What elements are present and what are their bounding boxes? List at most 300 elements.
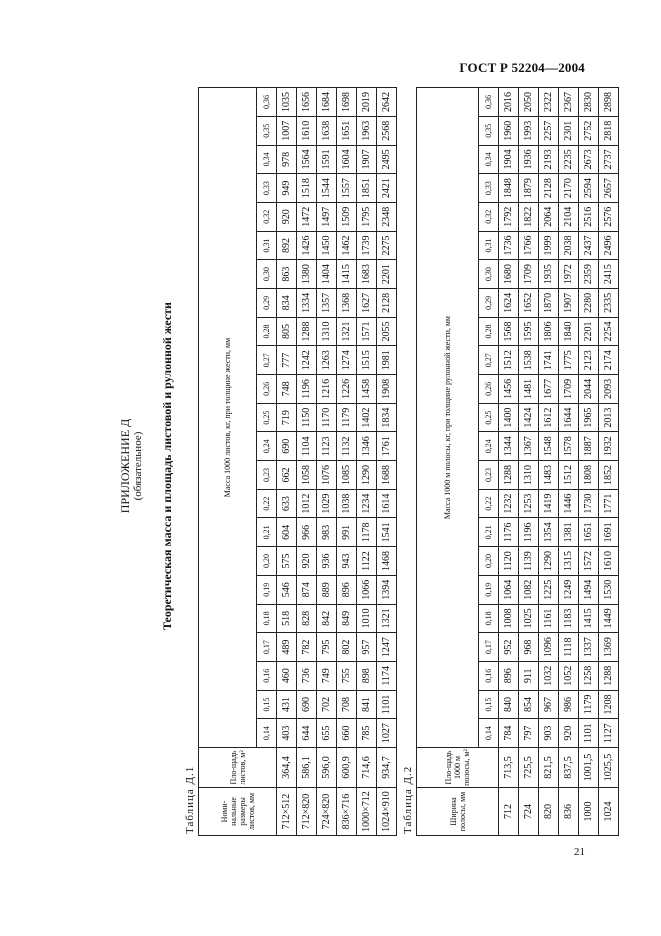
mass-cell: 874 — [297, 575, 317, 604]
mass-cell: 1644 — [559, 403, 579, 432]
table1-thickness-row — [257, 88, 277, 836]
mass-cell: 1999 — [539, 231, 559, 260]
mass-cell: 1082 — [519, 575, 539, 604]
thickness-header: 0,28 — [257, 317, 277, 346]
mass-cell: 2576 — [599, 202, 619, 231]
mass-cell: 1290 — [539, 547, 559, 576]
table-row — [599, 88, 619, 836]
mass-cell: 1008 — [499, 604, 519, 633]
mass-cell: 431 — [277, 690, 297, 719]
mass-cell: 1064 — [499, 575, 519, 604]
thickness-header: 0,29 — [257, 289, 277, 318]
mass-cell: 690 — [277, 432, 297, 461]
mass-cell: 978 — [277, 145, 297, 174]
area-cell: 713,5 — [499, 748, 519, 788]
thickness-header: 0,35 — [479, 116, 499, 145]
mass-cell: 736 — [297, 661, 317, 690]
mass-cell: 1132 — [337, 432, 357, 461]
mass-cell: 1404 — [317, 260, 337, 289]
mass-cell: 1908 — [377, 375, 397, 404]
mass-cell: 1766 — [519, 231, 539, 260]
mass-cell: 863 — [277, 260, 297, 289]
mass-cell: 1179 — [579, 690, 599, 719]
mass-cell: 2128 — [377, 289, 397, 318]
mass-cell: 1935 — [539, 260, 559, 289]
mass-cell: 1101 — [377, 690, 397, 719]
mass-cell: 1840 — [559, 317, 579, 346]
mass-cell: 1315 — [559, 547, 579, 576]
thickness-header: 0,33 — [257, 174, 277, 203]
page-number: 21 — [574, 846, 585, 858]
mass-cell: 2642 — [377, 88, 397, 117]
mass-cell: 2013 — [599, 403, 619, 432]
mass-cell: 1981 — [377, 346, 397, 375]
thickness-header: 0,19 — [257, 575, 277, 604]
table-row — [579, 88, 599, 836]
thickness-header: 0,24 — [257, 432, 277, 461]
mass-cell: 518 — [277, 604, 297, 633]
thickness-header: 0,31 — [479, 231, 499, 260]
mass-cell: 2818 — [599, 116, 619, 145]
mass-cell: 2322 — [539, 88, 559, 117]
thickness-header: 0,26 — [257, 375, 277, 404]
mass-cell: 1568 — [499, 317, 519, 346]
thickness-header: 0,24 — [479, 432, 499, 461]
mass-cell: 1761 — [377, 432, 397, 461]
mass-cell: 1509 — [337, 202, 357, 231]
mass-cell: 784 — [499, 719, 519, 748]
mass-cell: 1806 — [539, 317, 559, 346]
table2-mass-header: Масса 1000 м полосы, кг, при толщине рулонной жести, мм — [417, 88, 479, 748]
mass-cell: 1344 — [499, 432, 519, 461]
thickness-header: 0,27 — [479, 346, 499, 375]
mass-cell: 2055 — [377, 317, 397, 346]
mass-cell: 1367 — [519, 432, 539, 461]
mass-cell: 2348 — [377, 202, 397, 231]
mass-cell: 662 — [277, 461, 297, 490]
thickness-header: 0,26 — [479, 375, 499, 404]
mass-cell: 460 — [277, 661, 297, 690]
mass-cell: 1170 — [317, 403, 337, 432]
thickness-header: 0,20 — [479, 547, 499, 576]
mass-cell: 489 — [277, 633, 297, 662]
width-cell: 724 — [519, 788, 539, 836]
mass-cell: 1709 — [559, 375, 579, 404]
mass-cell: 1870 — [539, 289, 559, 318]
table-row — [317, 88, 337, 836]
mass-cell: 1012 — [297, 489, 317, 518]
mass-cell: 983 — [317, 518, 337, 547]
thickness-header: 0,20 — [257, 547, 277, 576]
mass-cell: 2898 — [599, 88, 619, 117]
thickness-header: 0,33 — [479, 174, 499, 203]
thickness-header: 0,31 — [257, 231, 277, 260]
mass-cell: 1127 — [599, 719, 619, 748]
mass-cell: 1604 — [337, 145, 357, 174]
area-cell: 837,5 — [559, 748, 579, 788]
mass-cell: 777 — [277, 346, 297, 375]
mass-cell: 1118 — [559, 633, 579, 662]
mass-cell: 1518 — [297, 174, 317, 203]
mass-cell: 655 — [317, 719, 337, 748]
mass-cell: 1741 — [539, 346, 559, 375]
mass-cell: 1242 — [297, 346, 317, 375]
mass-cell: 2437 — [579, 231, 599, 260]
mass-cell: 1226 — [337, 375, 357, 404]
thickness-header: 0,18 — [479, 604, 499, 633]
thickness-header: 0,14 — [479, 719, 499, 748]
mass-cell: 1834 — [377, 403, 397, 432]
mass-cell: 1795 — [357, 202, 377, 231]
mass-cell: 1736 — [499, 231, 519, 260]
mass-cell: 1104 — [297, 432, 317, 461]
mass-cell: 2359 — [579, 260, 599, 289]
table-row — [377, 88, 397, 836]
mass-cell: 1610 — [297, 116, 317, 145]
table1-size-header: Номи-нальные размеры листов, мм — [199, 788, 277, 836]
size-cell: 1000×712 — [357, 788, 377, 836]
mass-cell: 2257 — [539, 116, 559, 145]
mass-cell: 1346 — [357, 432, 377, 461]
mass-cell: 1848 — [499, 174, 519, 203]
mass-cell: 1123 — [317, 432, 337, 461]
thickness-header: 0,27 — [257, 346, 277, 375]
mass-cell: 702 — [317, 690, 337, 719]
mass-cell: 1852 — [599, 461, 619, 490]
mass-cell: 2254 — [599, 317, 619, 346]
mass-cell: 854 — [519, 690, 539, 719]
table-row — [499, 88, 519, 836]
mass-cell: 1263 — [317, 346, 337, 375]
mass-cell: 1381 — [559, 518, 579, 547]
mass-cell: 1572 — [579, 547, 599, 576]
mass-cell: 1357 — [317, 289, 337, 318]
width-cell: 1000 — [579, 788, 599, 836]
mass-cell: 546 — [277, 575, 297, 604]
mass-cell: 748 — [277, 375, 297, 404]
mass-cell: 1450 — [317, 231, 337, 260]
table-row — [519, 88, 539, 836]
mass-cell: 1557 — [337, 174, 357, 203]
area-cell: 1025,5 — [599, 748, 619, 788]
table-row — [539, 88, 559, 836]
table-row — [357, 88, 377, 836]
table-row — [277, 88, 297, 836]
thickness-header: 0,36 — [257, 88, 277, 117]
mass-cell: 1354 — [539, 518, 559, 547]
mass-cell: 1122 — [357, 547, 377, 576]
mass-cell: 1253 — [519, 489, 539, 518]
mass-cell: 2496 — [599, 231, 619, 260]
mass-cell: 1368 — [337, 289, 357, 318]
mass-cell: 1234 — [357, 489, 377, 518]
mass-cell: 1216 — [317, 375, 337, 404]
thickness-header: 0,23 — [257, 461, 277, 490]
mass-cell: 943 — [337, 547, 357, 576]
thickness-header: 0,21 — [479, 518, 499, 547]
mass-cell: 782 — [297, 633, 317, 662]
mass-cell: 1851 — [357, 174, 377, 203]
mass-cell: 1424 — [519, 403, 539, 432]
width-cell: 836 — [559, 788, 579, 836]
mass-cell: 1052 — [559, 661, 579, 690]
mass-cell: 755 — [337, 661, 357, 690]
table1 — [198, 87, 397, 836]
mass-cell: 1274 — [337, 346, 357, 375]
mass-cell: 2044 — [579, 375, 599, 404]
mass-cell: 1369 — [599, 633, 619, 662]
mass-cell: 1993 — [519, 116, 539, 145]
mass-cell: 1822 — [519, 202, 539, 231]
mass-cell: 2657 — [599, 174, 619, 203]
mass-cell: 719 — [277, 403, 297, 432]
mass-cell: 828 — [297, 604, 317, 633]
thickness-header: 0,29 — [479, 289, 499, 318]
thickness-header: 0,25 — [257, 403, 277, 432]
thickness-header: 0,34 — [257, 145, 277, 174]
thickness-header: 0,30 — [257, 260, 277, 289]
mass-cell: 1483 — [539, 461, 559, 490]
mass-cell: 1462 — [337, 231, 357, 260]
mass-cell: 1032 — [539, 661, 559, 690]
thickness-header: 0,25 — [479, 403, 499, 432]
thickness-header: 0,19 — [479, 575, 499, 604]
mass-cell: 920 — [297, 547, 317, 576]
mass-cell: 903 — [539, 719, 559, 748]
mass-cell: 1029 — [317, 489, 337, 518]
mass-cell: 2280 — [579, 289, 599, 318]
mass-cell: 1415 — [337, 260, 357, 289]
mass-cell: 1965 — [579, 403, 599, 432]
mass-cell: 1481 — [519, 375, 539, 404]
mass-cell: 1739 — [357, 231, 377, 260]
mass-cell: 2050 — [519, 88, 539, 117]
width-cell: 712 — [499, 788, 519, 836]
mass-cell: 1730 — [579, 489, 599, 518]
mass-cell: 1775 — [559, 346, 579, 375]
mass-cell: 2367 — [559, 88, 579, 117]
mass-cell: 2495 — [377, 145, 397, 174]
mass-cell: 1419 — [539, 489, 559, 518]
mass-cell: 1932 — [599, 432, 619, 461]
mass-cell: 2201 — [579, 317, 599, 346]
mass-cell: 1258 — [579, 661, 599, 690]
size-cell: 712×820 — [297, 788, 317, 836]
mass-cell: 2516 — [579, 202, 599, 231]
mass-cell: 1321 — [337, 317, 357, 346]
mass-cell: 1541 — [377, 518, 397, 547]
mass-cell: 1548 — [539, 432, 559, 461]
table-row — [297, 88, 317, 836]
mass-cell: 2830 — [579, 88, 599, 117]
mass-cell: 1415 — [579, 604, 599, 633]
mass-cell: 892 — [277, 231, 297, 260]
mass-cell: 1972 — [559, 260, 579, 289]
mass-cell: 1288 — [297, 317, 317, 346]
mass-cell: 1458 — [357, 375, 377, 404]
mass-cell: 2673 — [579, 145, 599, 174]
mass-cell: 841 — [357, 690, 377, 719]
mass-cell: 1120 — [499, 547, 519, 576]
thickness-header: 0,15 — [479, 690, 499, 719]
table1-mass-header: Масса 1000 листов, кг, при толщине жести, мм — [199, 88, 257, 748]
mass-cell: 1038 — [337, 489, 357, 518]
mass-cell: 2038 — [559, 231, 579, 260]
mass-cell: 1178 — [357, 518, 377, 547]
mass-cell: 2335 — [599, 289, 619, 318]
mass-cell: 2594 — [579, 174, 599, 203]
thickness-header: 0,32 — [479, 202, 499, 231]
mass-cell: 1614 — [377, 489, 397, 518]
area-cell: 364,4 — [277, 748, 297, 788]
mass-cell: 802 — [337, 633, 357, 662]
mass-cell: 2235 — [559, 145, 579, 174]
mass-cell: 2019 — [357, 88, 377, 117]
mass-cell: 967 — [539, 690, 559, 719]
mass-cell: 1963 — [357, 116, 377, 145]
mass-cell: 575 — [277, 547, 297, 576]
mass-cell: 2064 — [539, 202, 559, 231]
mass-cell: 1610 — [599, 547, 619, 576]
mass-cell: 1446 — [559, 489, 579, 518]
thickness-header: 0,21 — [257, 518, 277, 547]
thickness-header: 0,14 — [257, 719, 277, 748]
mass-cell: 2128 — [539, 174, 559, 203]
mass-cell: 644 — [297, 719, 317, 748]
thickness-header: 0,36 — [479, 88, 499, 117]
size-cell: 724×820 — [317, 788, 337, 836]
width-cell: 1024 — [599, 788, 619, 836]
thickness-header: 0,30 — [479, 260, 499, 289]
mass-cell: 1792 — [499, 202, 519, 231]
mass-cell: 2737 — [599, 145, 619, 174]
mass-cell: 1456 — [499, 375, 519, 404]
mass-cell: 1139 — [519, 547, 539, 576]
mass-cell: 1027 — [377, 719, 397, 748]
mass-cell: 1058 — [297, 461, 317, 490]
mass-cell: 1530 — [599, 575, 619, 604]
mass-cell: 1010 — [357, 604, 377, 633]
appendix-title: ПРИЛОЖЕНИЕ Д — [118, 418, 132, 514]
mass-cell: 1183 — [559, 604, 579, 633]
mass-cell: 1595 — [519, 317, 539, 346]
table2-area-header: Пло-щадь 1000 м полосы, м² — [417, 748, 499, 788]
thickness-header: 0,28 — [479, 317, 499, 346]
mass-cell: 1698 — [337, 88, 357, 117]
area-cell: 1001,5 — [579, 748, 599, 788]
mass-cell: 403 — [277, 719, 297, 748]
table1-area-header: Пло-щадь листов, м² — [199, 748, 277, 788]
area-cell: 600,9 — [337, 748, 357, 788]
mass-cell: 920 — [559, 719, 579, 748]
mass-cell: 1174 — [377, 661, 397, 690]
mass-cell: 1771 — [599, 489, 619, 518]
mass-cell: 2093 — [599, 375, 619, 404]
mass-cell: 1161 — [539, 604, 559, 633]
mass-cell: 2170 — [559, 174, 579, 203]
mass-cell: 1907 — [559, 289, 579, 318]
mass-cell: 957 — [357, 633, 377, 662]
area-cell: 725,5 — [519, 748, 539, 788]
mass-cell: 1321 — [377, 604, 397, 633]
thickness-header: 0,23 — [479, 461, 499, 490]
mass-cell: 2193 — [539, 145, 559, 174]
mass-cell: 1512 — [499, 346, 519, 375]
mass-cell: 842 — [317, 604, 337, 633]
thickness-header: 0,16 — [257, 661, 277, 690]
appendix-subtitle: (обязательное) — [132, 431, 144, 501]
mass-cell: 1591 — [317, 145, 337, 174]
mass-cell: 1035 — [277, 88, 297, 117]
width-cell: 820 — [539, 788, 559, 836]
mass-cell: 1624 — [499, 289, 519, 318]
mass-cell: 633 — [277, 489, 297, 518]
table-row — [559, 88, 579, 836]
mass-cell: 1879 — [519, 174, 539, 203]
mass-cell: 1337 — [579, 633, 599, 662]
mass-cell: 1025 — [519, 604, 539, 633]
table2 — [416, 87, 619, 836]
document-header: ГОСТ Р 52204—2004 — [459, 60, 585, 75]
mass-cell: 936 — [317, 547, 337, 576]
mass-cell: 1677 — [539, 375, 559, 404]
mass-cell: 1497 — [317, 202, 337, 231]
mass-cell: 949 — [277, 174, 297, 203]
mass-cell: 1808 — [579, 461, 599, 490]
mass-cell: 1179 — [337, 403, 357, 432]
mass-cell: 1247 — [377, 633, 397, 662]
mass-cell: 1907 — [357, 145, 377, 174]
mass-cell: 966 — [297, 518, 317, 547]
mass-cell: 991 — [337, 518, 357, 547]
thickness-header: 0,35 — [257, 116, 277, 145]
mass-cell: 749 — [317, 661, 337, 690]
mass-cell: 1578 — [559, 432, 579, 461]
mass-cell: 1334 — [297, 289, 317, 318]
mass-cell: 708 — [337, 690, 357, 719]
mass-cell: 840 — [499, 690, 519, 719]
mass-cell: 920 — [277, 202, 297, 231]
mass-cell: 1936 — [519, 145, 539, 174]
mass-cell: 1571 — [357, 317, 377, 346]
table2-label: Таблица Д.2 — [402, 765, 414, 834]
mass-cell: 1426 — [297, 231, 317, 260]
mass-cell: 1564 — [297, 145, 317, 174]
mass-cell: 1538 — [519, 346, 539, 375]
thickness-header: 0,15 — [257, 690, 277, 719]
mass-cell: 968 — [519, 633, 539, 662]
mass-cell: 2568 — [377, 116, 397, 145]
mass-cell: 834 — [277, 289, 297, 318]
thickness-header: 0,22 — [257, 489, 277, 518]
mass-cell: 2752 — [579, 116, 599, 145]
area-cell: 934,7 — [377, 748, 397, 788]
mass-cell: 1290 — [357, 461, 377, 490]
mass-cell: 1472 — [297, 202, 317, 231]
mass-cell: 1468 — [377, 547, 397, 576]
mass-cell: 1288 — [599, 661, 619, 690]
mass-cell: 660 — [337, 719, 357, 748]
mass-cell: 1101 — [579, 719, 599, 748]
thickness-header: 0,34 — [479, 145, 499, 174]
mass-cell: 1656 — [297, 88, 317, 117]
area-cell: 586,1 — [297, 748, 317, 788]
mass-cell: 986 — [559, 690, 579, 719]
mass-cell: 1085 — [337, 461, 357, 490]
mass-cell: 785 — [357, 719, 377, 748]
thickness-header: 0,17 — [257, 633, 277, 662]
table2-width-header: Ширина полосы, мм — [417, 788, 499, 836]
